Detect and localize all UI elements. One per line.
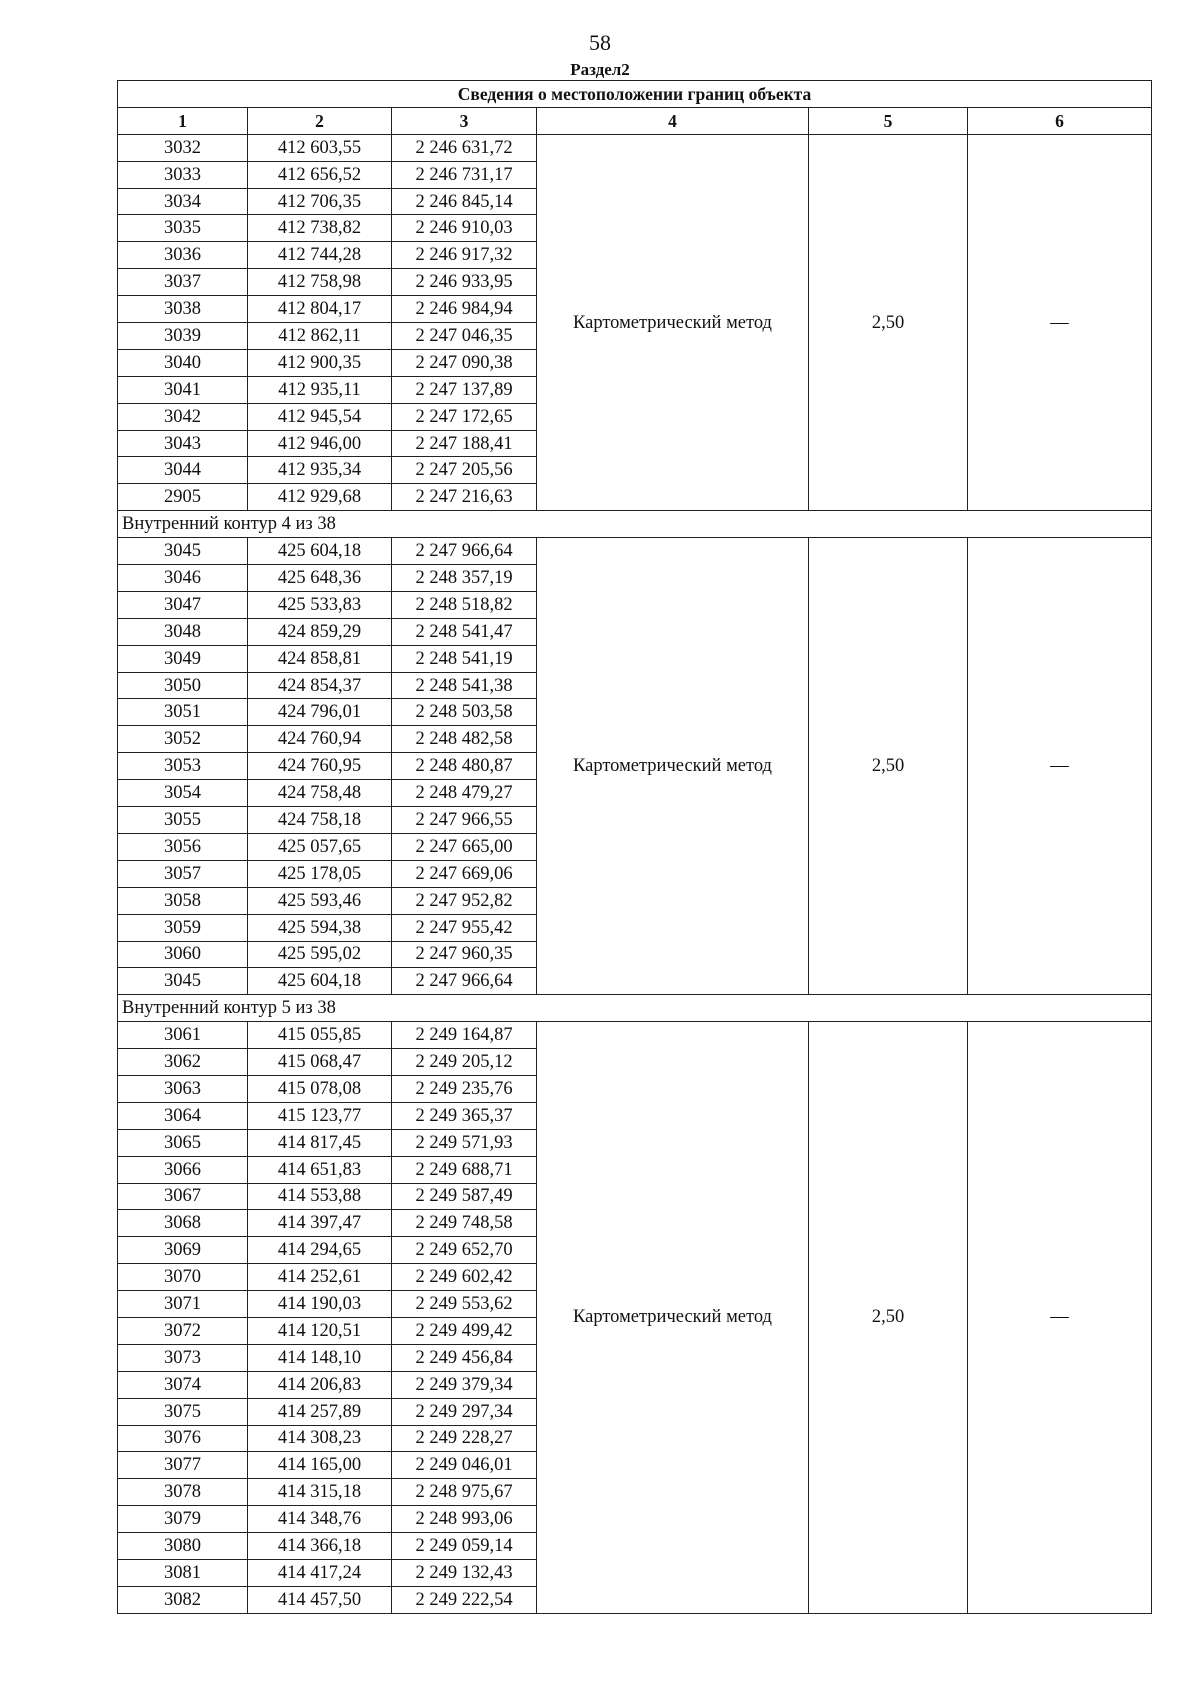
y-coordinate-cell: 2 247 665,00 (392, 833, 537, 860)
y-coordinate-cell: 2 248 975,67 (392, 1479, 537, 1506)
column-header-row (118, 107, 1152, 134)
point-number-cell: 3039 (118, 323, 248, 350)
y-coordinate-cell: 2 249 205,12 (392, 1049, 537, 1076)
accuracy-cell: 2,50 (809, 134, 968, 510)
point-number-cell: 3048 (118, 618, 248, 645)
x-coordinate-cell: 412 738,82 (248, 215, 392, 242)
section-label: Раздел2 (570, 60, 630, 79)
x-coordinate-cell: 412 935,11 (248, 376, 392, 403)
y-coordinate-cell: 2 246 933,95 (392, 269, 537, 296)
method-cell: Картометрический метод (537, 538, 809, 995)
x-coordinate-cell: 414 553,88 (248, 1183, 392, 1210)
y-coordinate-cell: 2 247 172,65 (392, 403, 537, 430)
x-coordinate-cell: 412 929,68 (248, 484, 392, 511)
column-header: 4 (537, 107, 809, 134)
x-coordinate-cell: 424 760,94 (248, 726, 392, 753)
y-coordinate-cell: 2 247 960,35 (392, 941, 537, 968)
point-number-cell: 3072 (118, 1317, 248, 1344)
y-coordinate-cell: 2 249 228,27 (392, 1425, 537, 1452)
y-coordinate-cell: 2 248 357,19 (392, 565, 537, 592)
accuracy-cell: 2,50 (809, 538, 968, 995)
x-coordinate-cell: 412 706,35 (248, 188, 392, 215)
method-cell: Картометрический метод (537, 1022, 809, 1614)
y-coordinate-cell: 2 248 541,19 (392, 645, 537, 672)
x-coordinate-cell: 414 348,76 (248, 1506, 392, 1533)
point-number-cell: 3042 (118, 403, 248, 430)
y-coordinate-cell: 2 248 503,58 (392, 699, 537, 726)
point-number-cell: 3034 (118, 188, 248, 215)
method-cell: Картометрический метод (537, 134, 809, 510)
column-header: 2 (248, 107, 392, 134)
column-header: 5 (809, 107, 968, 134)
point-number-cell: 3054 (118, 780, 248, 807)
x-coordinate-cell: 414 315,18 (248, 1479, 392, 1506)
x-coordinate-cell: 425 593,46 (248, 887, 392, 914)
y-coordinate-cell: 2 249 046,01 (392, 1452, 537, 1479)
y-coordinate-cell: 2 247 952,82 (392, 887, 537, 914)
y-coordinate-cell: 2 248 480,87 (392, 753, 537, 780)
x-coordinate-cell: 414 817,45 (248, 1129, 392, 1156)
x-coordinate-cell: 414 308,23 (248, 1425, 392, 1452)
point-number-cell: 3057 (118, 860, 248, 887)
point-number-cell: 3047 (118, 591, 248, 618)
table-title: Сведения о местоположении границ объекта (118, 81, 1152, 108)
x-coordinate-cell: 425 594,38 (248, 914, 392, 941)
x-coordinate-cell: 412 744,28 (248, 242, 392, 269)
x-coordinate-cell: 414 257,89 (248, 1398, 392, 1425)
x-coordinate-cell: 425 648,36 (248, 565, 392, 592)
point-number-cell: 3046 (118, 565, 248, 592)
y-coordinate-cell: 2 247 966,55 (392, 807, 537, 834)
y-coordinate-cell: 2 247 966,64 (392, 538, 537, 565)
point-number-cell: 3075 (118, 1398, 248, 1425)
x-coordinate-cell: 414 457,50 (248, 1586, 392, 1613)
y-coordinate-cell: 2 249 553,62 (392, 1291, 537, 1318)
point-number-cell: 3050 (118, 672, 248, 699)
contour-title: Внутренний контур 4 из 38 (118, 511, 1152, 538)
point-number-cell: 3036 (118, 242, 248, 269)
y-coordinate-cell: 2 246 731,17 (392, 161, 537, 188)
point-number-cell: 3079 (118, 1506, 248, 1533)
point-number-cell: 3045 (118, 968, 248, 995)
point-number-cell: 3055 (118, 807, 248, 834)
y-coordinate-cell: 2 248 993,06 (392, 1506, 537, 1533)
y-coordinate-cell: 2 249 652,70 (392, 1237, 537, 1264)
x-coordinate-cell: 414 120,51 (248, 1317, 392, 1344)
y-coordinate-cell: 2 248 518,82 (392, 591, 537, 618)
y-coordinate-cell: 2 249 571,93 (392, 1129, 537, 1156)
x-coordinate-cell: 424 796,01 (248, 699, 392, 726)
y-coordinate-cell: 2 248 541,38 (392, 672, 537, 699)
y-coordinate-cell: 2 249 379,34 (392, 1371, 537, 1398)
y-coordinate-cell: 2 249 456,84 (392, 1344, 537, 1371)
y-coordinate-cell: 2 249 222,54 (392, 1586, 537, 1613)
contour-title-row (118, 511, 1152, 538)
point-number-cell: 3081 (118, 1559, 248, 1586)
point-number-cell: 3074 (118, 1371, 248, 1398)
x-coordinate-cell: 414 165,00 (248, 1452, 392, 1479)
y-coordinate-cell: 2 247 955,42 (392, 914, 537, 941)
point-number-cell: 3058 (118, 887, 248, 914)
y-coordinate-cell: 2 247 137,89 (392, 376, 537, 403)
point-number-cell: 3032 (118, 134, 248, 161)
x-coordinate-cell: 424 760,95 (248, 753, 392, 780)
x-coordinate-cell: 414 252,61 (248, 1264, 392, 1291)
y-coordinate-cell: 2 249 688,71 (392, 1156, 537, 1183)
y-coordinate-cell: 2 247 216,63 (392, 484, 537, 511)
y-coordinate-cell: 2 246 631,72 (392, 134, 537, 161)
y-coordinate-cell: 2 249 132,43 (392, 1559, 537, 1586)
y-coordinate-cell: 2 246 917,32 (392, 242, 537, 269)
point-number-cell: 3041 (118, 376, 248, 403)
x-coordinate-cell: 414 651,83 (248, 1156, 392, 1183)
point-number-cell: 3040 (118, 349, 248, 376)
x-coordinate-cell: 412 656,52 (248, 161, 392, 188)
x-coordinate-cell: 415 078,08 (248, 1075, 392, 1102)
point-number-cell: 3051 (118, 699, 248, 726)
point-number-cell: 3035 (118, 215, 248, 242)
y-coordinate-cell: 2 247 188,41 (392, 430, 537, 457)
point-number-cell: 3066 (118, 1156, 248, 1183)
point-number-cell: 3056 (118, 833, 248, 860)
point-number-cell: 3037 (118, 269, 248, 296)
x-coordinate-cell: 414 417,24 (248, 1559, 392, 1586)
x-coordinate-cell: 412 758,98 (248, 269, 392, 296)
x-coordinate-cell: 412 862,11 (248, 323, 392, 350)
y-coordinate-cell: 2 249 235,76 (392, 1075, 537, 1102)
point-number-cell: 3059 (118, 914, 248, 941)
y-coordinate-cell: 2 247 966,64 (392, 968, 537, 995)
point-number-cell: 3053 (118, 753, 248, 780)
x-coordinate-cell: 414 190,03 (248, 1291, 392, 1318)
x-coordinate-cell: 412 804,17 (248, 296, 392, 323)
y-coordinate-cell: 2 249 499,42 (392, 1317, 537, 1344)
y-coordinate-cell: 2 247 669,06 (392, 860, 537, 887)
x-coordinate-cell: 424 854,37 (248, 672, 392, 699)
point-number-cell: 3073 (118, 1344, 248, 1371)
point-number-cell: 3044 (118, 457, 248, 484)
accuracy-cell: 2,50 (809, 1022, 968, 1614)
point-number-cell: 3038 (118, 296, 248, 323)
point-number-cell: 3082 (118, 1586, 248, 1613)
point-number-cell: 3045 (118, 538, 248, 565)
x-coordinate-cell: 425 178,05 (248, 860, 392, 887)
column-header: 1 (118, 107, 248, 134)
column6-cell: — (968, 1022, 1152, 1614)
x-coordinate-cell: 425 604,18 (248, 968, 392, 995)
x-coordinate-cell: 424 758,18 (248, 807, 392, 834)
x-coordinate-cell: 414 397,47 (248, 1210, 392, 1237)
x-coordinate-cell: 425 595,02 (248, 941, 392, 968)
table-row (118, 538, 1152, 565)
column-header: 3 (392, 107, 537, 134)
point-number-cell: 2905 (118, 484, 248, 511)
column-header: 6 (968, 107, 1152, 134)
y-coordinate-cell: 2 249 587,49 (392, 1183, 537, 1210)
x-coordinate-cell: 412 900,35 (248, 349, 392, 376)
point-number-cell: 3061 (118, 1022, 248, 1049)
point-number-cell: 3052 (118, 726, 248, 753)
point-number-cell: 3049 (118, 645, 248, 672)
y-coordinate-cell: 2 249 164,87 (392, 1022, 537, 1049)
x-coordinate-cell: 414 366,18 (248, 1533, 392, 1560)
table-body (118, 134, 1152, 1613)
point-number-cell: 3078 (118, 1479, 248, 1506)
column6-cell: — (968, 538, 1152, 995)
y-coordinate-cell: 2 249 297,34 (392, 1398, 537, 1425)
y-coordinate-cell: 2 246 910,03 (392, 215, 537, 242)
x-coordinate-cell: 414 294,65 (248, 1237, 392, 1264)
y-coordinate-cell: 2 248 541,47 (392, 618, 537, 645)
y-coordinate-cell: 2 248 482,58 (392, 726, 537, 753)
x-coordinate-cell: 412 603,55 (248, 134, 392, 161)
contour-title: Внутренний контур 5 из 38 (118, 995, 1152, 1022)
y-coordinate-cell: 2 247 205,56 (392, 457, 537, 484)
x-coordinate-cell: 424 858,81 (248, 645, 392, 672)
point-number-cell: 3076 (118, 1425, 248, 1452)
point-number-cell: 3080 (118, 1533, 248, 1560)
x-coordinate-cell: 425 533,83 (248, 591, 392, 618)
table-row (118, 1022, 1152, 1049)
point-number-cell: 3064 (118, 1102, 248, 1129)
x-coordinate-cell: 412 946,00 (248, 430, 392, 457)
x-coordinate-cell: 414 206,83 (248, 1371, 392, 1398)
y-coordinate-cell: 2 249 602,42 (392, 1264, 537, 1291)
y-coordinate-cell: 2 249 059,14 (392, 1533, 537, 1560)
point-number-cell: 3063 (118, 1075, 248, 1102)
column6-cell: — (968, 134, 1152, 510)
x-coordinate-cell: 424 758,48 (248, 780, 392, 807)
point-number-cell: 3060 (118, 941, 248, 968)
point-number-cell: 3033 (118, 161, 248, 188)
y-coordinate-cell: 2 247 090,38 (392, 349, 537, 376)
y-coordinate-cell: 2 249 748,58 (392, 1210, 537, 1237)
point-number-cell: 3077 (118, 1452, 248, 1479)
y-coordinate-cell: 2 246 845,14 (392, 188, 537, 215)
point-number-cell: 3070 (118, 1264, 248, 1291)
table-row (118, 134, 1152, 161)
x-coordinate-cell: 414 148,10 (248, 1344, 392, 1371)
point-number-cell: 3067 (118, 1183, 248, 1210)
contour-title-row (118, 995, 1152, 1022)
x-coordinate-cell: 425 604,18 (248, 538, 392, 565)
y-coordinate-cell: 2 246 984,94 (392, 296, 537, 323)
point-number-cell: 3071 (118, 1291, 248, 1318)
x-coordinate-cell: 415 055,85 (248, 1022, 392, 1049)
x-coordinate-cell: 424 859,29 (248, 618, 392, 645)
point-number-cell: 3068 (118, 1210, 248, 1237)
x-coordinate-cell: 412 935,34 (248, 457, 392, 484)
x-coordinate-cell: 415 068,47 (248, 1049, 392, 1076)
boundary-table (117, 80, 1152, 1614)
point-number-cell: 3043 (118, 430, 248, 457)
y-coordinate-cell: 2 247 046,35 (392, 323, 537, 350)
x-coordinate-cell: 425 057,65 (248, 833, 392, 860)
point-number-cell: 3069 (118, 1237, 248, 1264)
x-coordinate-cell: 412 945,54 (248, 403, 392, 430)
page-number: 58 (589, 30, 611, 55)
y-coordinate-cell: 2 248 479,27 (392, 780, 537, 807)
point-number-cell: 3062 (118, 1049, 248, 1076)
x-coordinate-cell: 415 123,77 (248, 1102, 392, 1129)
point-number-cell: 3065 (118, 1129, 248, 1156)
y-coordinate-cell: 2 249 365,37 (392, 1102, 537, 1129)
